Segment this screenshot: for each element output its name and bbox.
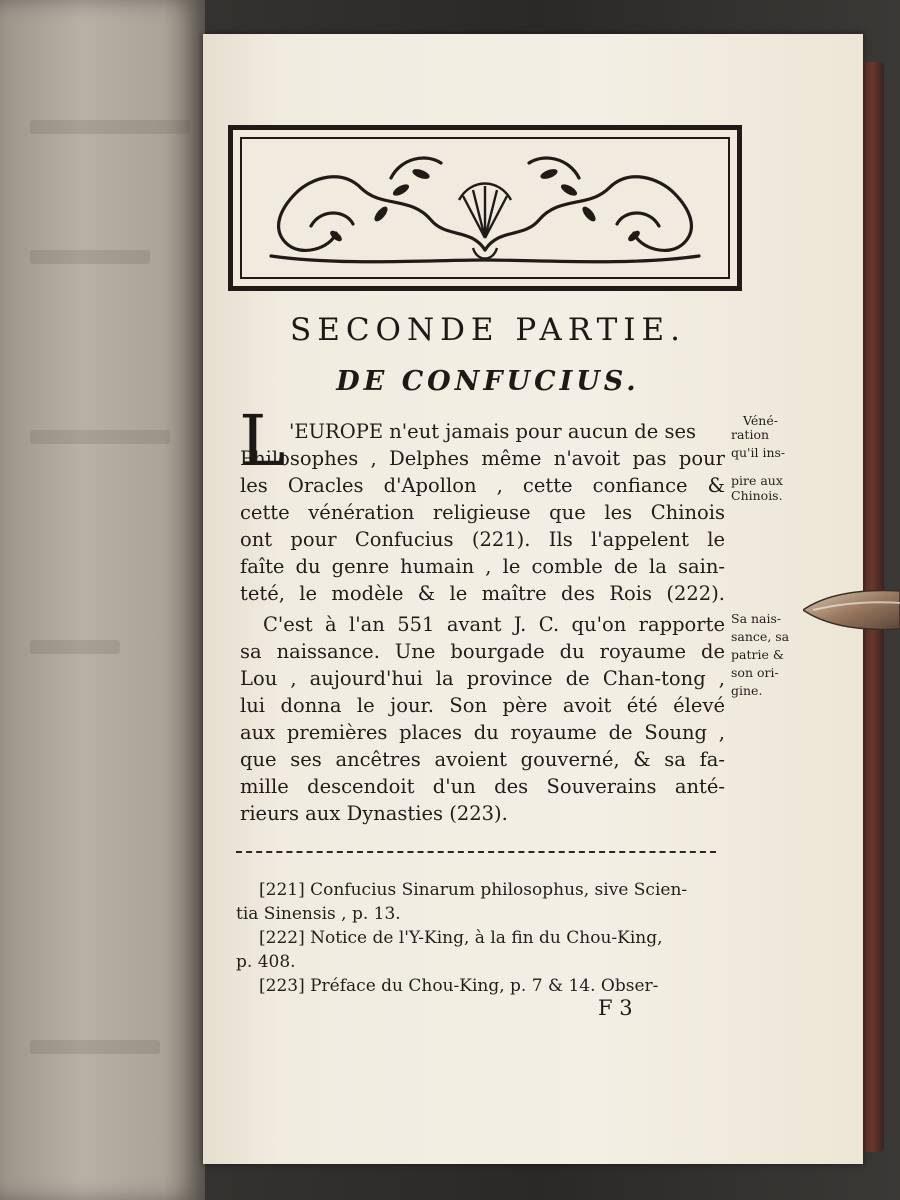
margin-note-line: Sa nais- xyxy=(731,611,782,626)
text-line: ont pour Confucius (221). Ils l'appelent le xyxy=(240,528,725,551)
text-line: faîte du genre humain , le comble de la sain- xyxy=(240,555,725,578)
text-line: lui donna le jour. Son père avoit été élevé xyxy=(240,694,725,717)
footnote-line: [222] Notice de l'Y-King, à la fin du Chou-King, xyxy=(259,928,663,948)
bleed-through-mark xyxy=(30,430,170,444)
margin-note-line: ration xyxy=(731,427,770,442)
margin-note-line: gine. xyxy=(731,683,763,698)
bleed-through-mark xyxy=(30,120,190,134)
text-line: les Oracles d'Apollon , cette confiance & xyxy=(240,474,725,497)
text-line: sa naissance. Une bourgade du royaume de xyxy=(240,640,725,663)
bleed-through-mark xyxy=(30,640,120,654)
ornamental-headpiece xyxy=(228,125,742,291)
text-line: Philosophes , Delphes même n'avoit pas pour xyxy=(240,447,725,470)
bleed-through-mark xyxy=(30,1040,160,1054)
text-line: cette vénération religieuse que les Chinois xyxy=(240,501,725,524)
margin-note-line: patrie & xyxy=(731,647,784,662)
footnote-rule xyxy=(236,851,716,853)
margin-note-line: son ori- xyxy=(731,665,779,680)
footnote-line: p. 408. xyxy=(236,952,296,972)
drop-cap: L xyxy=(239,400,286,482)
text-line: 'EUROPE n'eut jamais pour aucun de ses xyxy=(289,420,697,443)
footnote-line: [223] Préface du Chou-King, p. 7 & 14. Obser- xyxy=(259,976,659,996)
margin-note-line: Chinois. xyxy=(731,488,783,503)
facing-page-left xyxy=(0,0,205,1200)
text-line: mille descendoit d'un des Souverains anté- xyxy=(240,775,725,798)
margin-note-line: pire aux xyxy=(731,473,783,488)
margin-note-line: qu'il ins- xyxy=(731,445,786,460)
footnote-line: tia Sinensis , p. 13. xyxy=(236,904,401,924)
text-line: rieurs aux Dynasties (223). xyxy=(240,802,508,825)
scroll-ornament-icon xyxy=(241,138,729,278)
bookmark-pointer-icon xyxy=(803,585,900,635)
margin-note-line: Véné- xyxy=(743,413,778,428)
text-line: aux premières places du royaume de Soung , xyxy=(240,721,725,744)
text-line: C'est à l'an 551 avant J. C. qu'on rapporte xyxy=(263,613,725,636)
footnote-line: [221] Confucius Sinarum philosophus, sive Scien- xyxy=(259,880,688,900)
text-line: teté, le modèle & le maître des Rois (222). xyxy=(240,582,725,605)
chapter-subtitle: DE CONFUCIUS. xyxy=(336,366,640,397)
bleed-through-mark xyxy=(30,250,150,264)
text-line: Lou , aujourd'hui la province de Chan-tong , xyxy=(240,667,725,690)
signature-mark: F 3 xyxy=(598,996,633,1020)
text-line: que ses ancêtres avoient gouverné, & sa fa- xyxy=(240,748,725,771)
book-page xyxy=(203,34,863,1164)
section-title: SECONDE PARTIE. xyxy=(289,312,687,348)
margin-note-line: sance, sa xyxy=(731,629,790,644)
